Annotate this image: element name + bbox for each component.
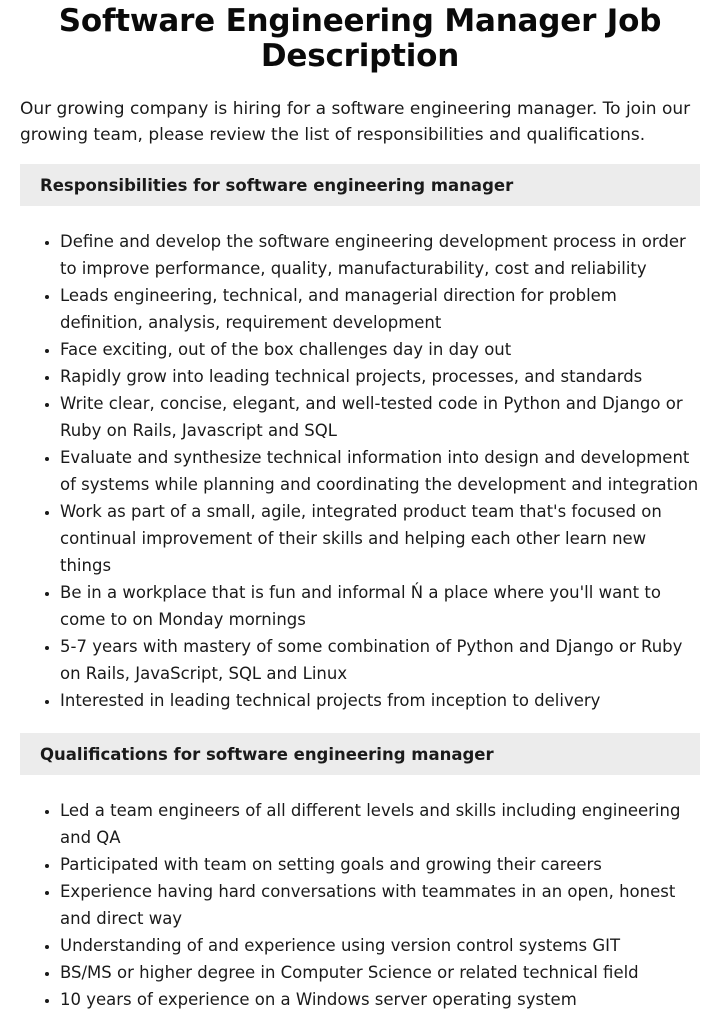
list-item: • Face exciting, out of the box challenges day in day out (60, 336, 700, 363)
responsibilities-heading: Responsibilities for software engineering manager (20, 164, 700, 206)
list-item: • 5-7 years with mastery of some combination of Python and Django or Ruby on Rails, JavaScript, SQL and Linux (60, 633, 700, 687)
list-item: • Experience having hard conversations with teammates in an open, honest and direct way (60, 878, 700, 932)
list-item: • Interested in leading technical projects from inception to delivery (60, 687, 700, 714)
list-item: • Be in a workplace that is fun and informal Ń a place where you'll want to come to on Monday mornings (60, 579, 700, 633)
list-item: • Led a team engineers of all different levels and skills including engineering and QA (60, 797, 700, 851)
list-item: • Leads engineering, technical, and managerial direction for problem definition, analysis, requirement development (60, 282, 700, 336)
list-item: • Define and develop the software engineering development process in order to improve performance, quality, manufacturability, cost and reliability (60, 228, 700, 282)
list-item: • BS/MS or higher degree in Computer Science or related technical field (60, 959, 700, 986)
list-item: • 10 years of experience on a Windows server operating system (60, 986, 700, 1013)
list-item: • Rapidly grow into leading technical projects, processes, and standards (60, 363, 700, 390)
qualifications-heading: Qualifications for software engineering manager (20, 733, 700, 775)
list-item: • Understanding of and experience using version control systems GIT (60, 932, 700, 959)
qualifications-list (20, 797, 700, 1013)
list-item: • Work as part of a small, agile, integrated product team that's focused on continual improvement of their skills and helping each other learn new things (60, 498, 700, 579)
list-item: • Write clear, concise, elegant, and well-tested code in Python and Django or Ruby on Rails, Javascript and SQL (60, 390, 700, 444)
list-item: • Participated with team on setting goals and growing their careers (60, 851, 700, 878)
intro-paragraph: Our growing company is hiring for a software engineering manager. To join our growing team, please review the list of responsibilities and qualifications. (20, 99, 691, 145)
page-title: Software Engineering Manager Job Description (58, 3, 662, 74)
list-item: • Evaluate and synthesize technical information into design and development of systems while planning and coordinating the development and integration (60, 444, 700, 498)
responsibilities-list (20, 228, 700, 714)
